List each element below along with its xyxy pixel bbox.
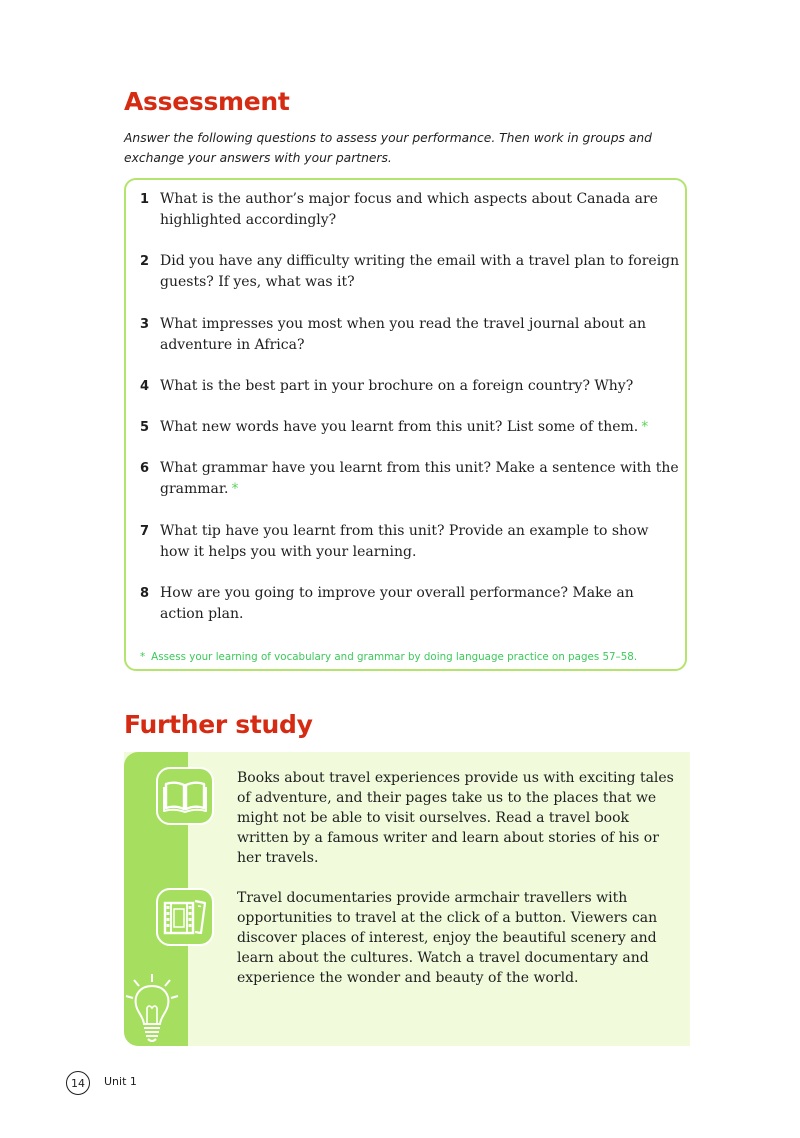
question-text: What is the author’s major focus and which aspects about Canada are highlighted accordingly? — [160, 191, 658, 228]
asterisk-mark: * — [231, 481, 239, 497]
lightbulb-icon — [122, 972, 182, 1044]
footnote-asterisk: * — [140, 651, 146, 663]
question-text: How are you going to improve your overall performance? Make an action plan. — [160, 585, 634, 622]
question-number: 1 — [140, 192, 150, 207]
further-study-panel — [124, 752, 690, 1046]
question-text: What new words have you learnt from this unit? List some of them. — [160, 419, 639, 435]
question-text: What impresses you most when you read the travel journal about an adventure in Africa? — [160, 316, 647, 353]
question-item — [140, 417, 680, 438]
question-number: 2 — [140, 254, 150, 269]
film-badge — [156, 888, 214, 946]
further-study-title: Further study — [124, 710, 313, 739]
question-number: 4 — [140, 379, 150, 394]
question-item — [140, 458, 680, 500]
question-item — [140, 521, 680, 563]
question-item — [140, 583, 680, 625]
assessment-intro: Answer the following questions to assess your performance. Then work in groups and exchange your answers with your partners. — [124, 131, 652, 165]
unit-label: Unit 1 — [104, 1075, 137, 1088]
question-item — [140, 376, 680, 397]
footnote-text: Assess your learning of vocabulary and grammar by doing language practice on pages 57–58. — [151, 651, 638, 663]
question-number: 7 — [140, 524, 150, 539]
film-icon — [162, 897, 208, 937]
question-number: 6 — [140, 461, 150, 476]
page-number: 14 — [66, 1071, 90, 1095]
question-text: What grammar have you learnt from this unit? Make a sentence with the grammar. — [160, 460, 679, 497]
questions-box — [124, 178, 687, 671]
question-item — [140, 189, 680, 231]
footnote — [140, 651, 680, 663]
question-text: What is the best part in your brochure on a foreign country? Why? — [160, 378, 634, 394]
asterisk-mark: * — [641, 419, 649, 435]
question-text: What tip have you learnt from this unit? Provide an example to show how it helps you with your learning. — [160, 523, 649, 560]
question-text: Did you have any difficulty writing the email with a travel plan to foreign guests? If yes, what was it? — [160, 253, 680, 290]
question-item — [140, 314, 680, 356]
book-icon — [163, 779, 207, 813]
further-study-paragraph: Books about travel experiences provide us with exciting tales of adventure, and their pages take us to the places that we might not be able to visit ourselves. Read a travel book written by a famous writer and learn about stories of his or her travels. — [237, 770, 674, 866]
question-number: 5 — [140, 420, 150, 435]
further-study-paragraph: Travel documentaries provide armchair travellers with opportunities to travel at the click of a button. Viewers can discover places of interest, enjoy the beautiful scenery and learn about the cultures. Watch a travel documentary and experience the wonder and beauty of the world. — [237, 890, 658, 986]
question-item — [140, 251, 680, 293]
question-number: 3 — [140, 317, 150, 332]
assessment-title: Assessment — [124, 87, 290, 116]
book-badge — [156, 767, 214, 825]
question-number: 8 — [140, 586, 150, 601]
